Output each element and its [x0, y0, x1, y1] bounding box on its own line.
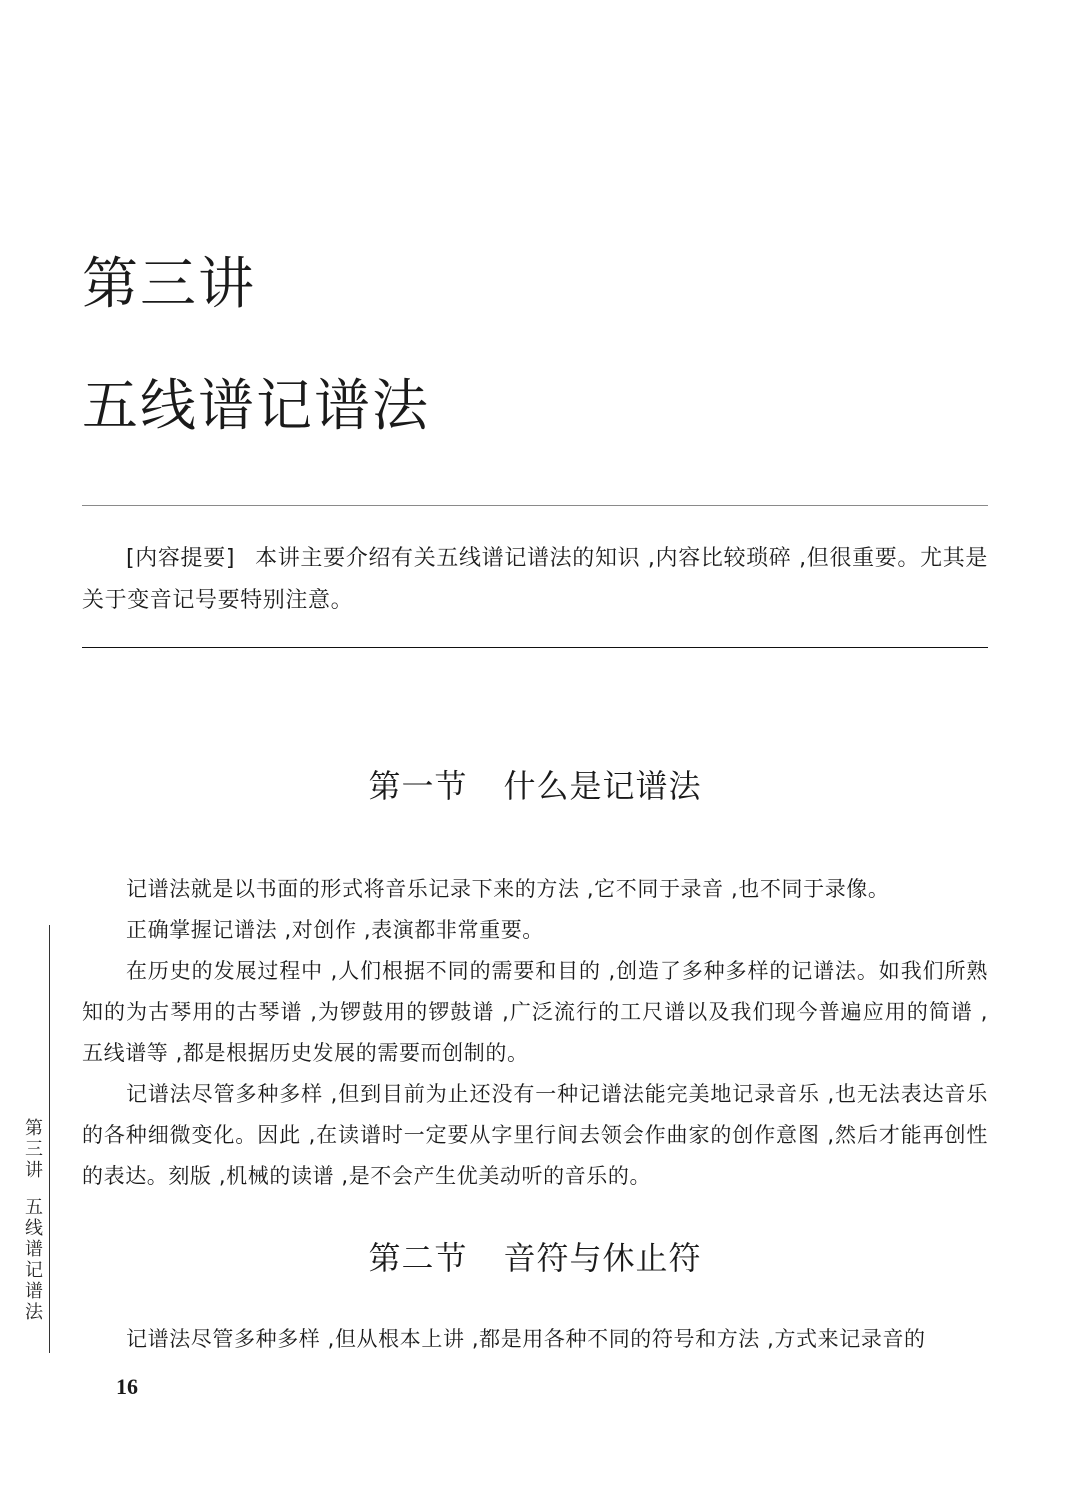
paragraph: 在历史的发展过程中 ,人们根据不同的需要和目的 ,创造了多种多样的记谱法。如我们所熟知的为古琴用的古琴谱 ,为锣鼓用的锣鼓谱 ,广泛流行的工尺谱以及我们现今普遍应用的简谱 ,五线谱等 ,都是根据历史发展的需要而创制的。: [82, 959, 988, 1065]
running-head-title: 五 线 谱 记 谱 法: [25, 1197, 43, 1323]
side-running-head: [22, 1118, 46, 1323]
paragraph: 记谱法尽管多种多样 ,但到目前为止还没有一种记谱法能完美地记录音乐 ,也无法表达音乐的各种细微变化。因此 ,在读谱时一定要从字里行间去领会作曲家的创作意图 ,然后才能再创性的表达。刻版 ,机械的读谱 ,是不会产生优美动听的音乐的。: [82, 1082, 988, 1188]
side-running-rule: [49, 925, 50, 1353]
section-2-heading: [82, 1236, 988, 1280]
paragraph: 正确掌握记谱法 ,对创作 ,表演都非常重要。: [126, 918, 544, 942]
summary-bottom-rule: [82, 647, 988, 648]
page-number: 16: [116, 1374, 138, 1399]
summary-tag: [内容提要]: [126, 546, 236, 571]
section-2-body: [82, 1319, 988, 1360]
paragraph: 记谱法就是以书面的形式将音乐记录下来的方法 ,它不同于录音 ,也不同于录像。: [126, 877, 890, 901]
section-1-number: 第一节: [368, 767, 468, 805]
section-1-body: [82, 869, 988, 1197]
summary-box: [82, 538, 988, 622]
summary-top-rule: [82, 505, 988, 506]
section-2-number: 第二节: [368, 1239, 468, 1277]
chapter-number: 第三讲: [82, 252, 256, 317]
section-2-title: 音符与休止符: [503, 1239, 702, 1277]
summary-text: 本讲主要介绍有关五线谱记谱法的知识 ,内容比较琐碎 ,但很重要。尤其是关于变音记号要特别注意。: [82, 546, 988, 613]
section-1-heading: [82, 764, 988, 808]
chapter-title: 五线谱记谱法: [82, 374, 430, 439]
paragraph: 记谱法尽管多种多样 ,但从根本上讲 ,都是用各种不同的符号和方法 ,方式来记录音的: [126, 1327, 926, 1351]
running-head-chapter: 第 三 讲: [25, 1118, 43, 1181]
section-1-title: 什么是记谱法: [503, 767, 702, 805]
